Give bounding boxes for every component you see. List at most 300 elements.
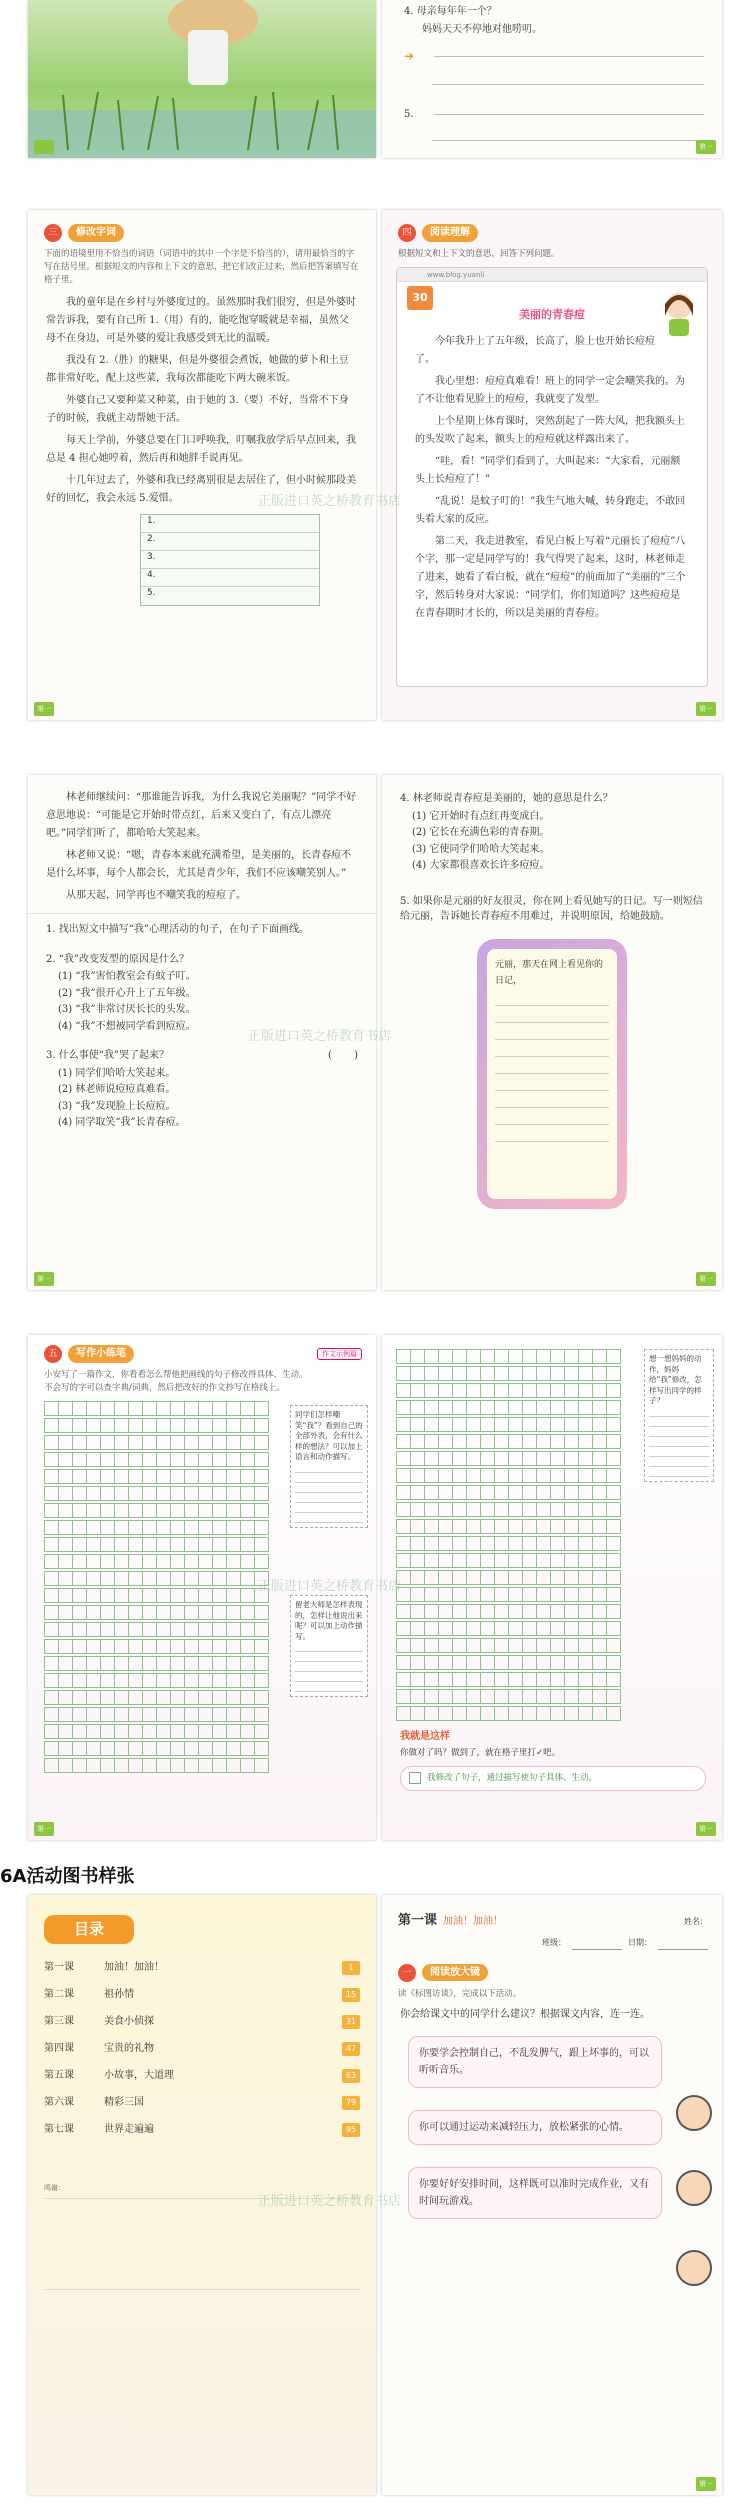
grid-cell[interactable]: [58, 1503, 73, 1518]
grid-cell[interactable]: [438, 1570, 453, 1585]
grid-cell[interactable]: [466, 1570, 481, 1585]
grid-cell[interactable]: [410, 1349, 425, 1364]
grid-cell[interactable]: [114, 1486, 129, 1501]
grid-cell[interactable]: [212, 1724, 227, 1739]
grid-cell[interactable]: [86, 1690, 101, 1705]
option[interactable]: (4) 同学取笑“我”长青春痘。: [58, 1117, 186, 1128]
grid-cell[interactable]: [480, 1468, 495, 1483]
grid-cell[interactable]: [226, 1758, 241, 1773]
grid-cell[interactable]: [184, 1588, 199, 1603]
grid-cell[interactable]: [198, 1707, 213, 1722]
grid-cell[interactable]: [410, 1570, 425, 1585]
grid-cell[interactable]: [170, 1571, 185, 1586]
grid-cell[interactable]: [438, 1638, 453, 1653]
grid-cell[interactable]: [424, 1604, 439, 1619]
grid-cell[interactable]: [550, 1383, 565, 1398]
grid-cell[interactable]: [240, 1486, 255, 1501]
grid-cell[interactable]: [452, 1570, 467, 1585]
grid-cell[interactable]: [72, 1707, 87, 1722]
grid-cell[interactable]: [212, 1707, 227, 1722]
grid-cell[interactable]: [578, 1672, 593, 1687]
grid-cell[interactable]: [550, 1519, 565, 1534]
grid-cell[interactable]: [184, 1520, 199, 1535]
grid-cell[interactable]: [156, 1758, 171, 1773]
grid-cell[interactable]: [606, 1434, 621, 1449]
grid-cell[interactable]: [494, 1400, 509, 1415]
grid-cell[interactable]: [592, 1417, 607, 1432]
grid-cell[interactable]: [128, 1469, 143, 1484]
grid-cell[interactable]: [254, 1537, 269, 1552]
grid-cell[interactable]: [198, 1673, 213, 1688]
grid-cell[interactable]: [592, 1587, 607, 1602]
grid-cell[interactable]: [114, 1724, 129, 1739]
grid-cell[interactable]: [494, 1434, 509, 1449]
grid-cell[interactable]: [480, 1672, 495, 1687]
grid-cell[interactable]: [156, 1554, 171, 1569]
grid-cell[interactable]: [424, 1689, 439, 1704]
grid-cell[interactable]: [100, 1418, 115, 1433]
option[interactable]: (1) “我”害怕教室会有蚊子叮。: [58, 971, 196, 982]
grid-cell[interactable]: [226, 1690, 241, 1705]
grid-cell[interactable]: [606, 1689, 621, 1704]
grid-cell[interactable]: [142, 1537, 157, 1552]
grid-cell[interactable]: [410, 1706, 425, 1721]
grid-cell[interactable]: [396, 1468, 411, 1483]
grid-cell[interactable]: [396, 1672, 411, 1687]
grid-cell[interactable]: [198, 1605, 213, 1620]
grid-cell[interactable]: [564, 1349, 579, 1364]
grid-cell[interactable]: [508, 1349, 523, 1364]
grid-cell[interactable]: [578, 1451, 593, 1466]
grid-cell[interactable]: [578, 1553, 593, 1568]
grid-cell[interactable]: [44, 1418, 59, 1433]
grid-cell[interactable]: [480, 1417, 495, 1432]
grid-cell[interactable]: [184, 1401, 199, 1416]
grid-cell[interactable]: [452, 1468, 467, 1483]
grid-cell[interactable]: [396, 1638, 411, 1653]
grid-cell[interactable]: [184, 1690, 199, 1705]
grid-cell[interactable]: [142, 1554, 157, 1569]
grid-cell[interactable]: [114, 1469, 129, 1484]
grid-cell[interactable]: [100, 1690, 115, 1705]
grid-cell[interactable]: [550, 1434, 565, 1449]
grid-cell[interactable]: [198, 1418, 213, 1433]
grid-cell[interactable]: [226, 1656, 241, 1671]
grid-cell[interactable]: [452, 1434, 467, 1449]
grid-cell[interactable]: [606, 1587, 621, 1602]
grid-cell[interactable]: [466, 1451, 481, 1466]
grid-cell[interactable]: [606, 1570, 621, 1585]
option[interactable]: (1) 同学们哈哈大笑起来。: [58, 1067, 176, 1079]
grid-cell[interactable]: [606, 1706, 621, 1721]
grid-cell[interactable]: [592, 1451, 607, 1466]
grid-cell[interactable]: [536, 1570, 551, 1585]
grid-cell[interactable]: [240, 1741, 255, 1756]
grid-cell[interactable]: [86, 1724, 101, 1739]
grid-cell[interactable]: [198, 1435, 213, 1450]
grid-cell[interactable]: [86, 1656, 101, 1671]
grid-cell[interactable]: [58, 1418, 73, 1433]
grid-cell[interactable]: [424, 1451, 439, 1466]
grid-cell[interactable]: [438, 1434, 453, 1449]
grid-cell[interactable]: [142, 1503, 157, 1518]
grid-cell[interactable]: [438, 1417, 453, 1432]
grid-cell[interactable]: [438, 1536, 453, 1551]
grid-cell[interactable]: [198, 1639, 213, 1654]
grid-cell[interactable]: [212, 1503, 227, 1518]
grid-cell[interactable]: [536, 1672, 551, 1687]
grid-cell[interactable]: [254, 1554, 269, 1569]
grid-cell[interactable]: [86, 1469, 101, 1484]
grid-cell[interactable]: [100, 1537, 115, 1552]
grid-cell[interactable]: [564, 1485, 579, 1500]
grid-cell[interactable]: [184, 1639, 199, 1654]
grid-cell[interactable]: [170, 1401, 185, 1416]
grid-cell[interactable]: [480, 1349, 495, 1364]
grid-cell[interactable]: [72, 1758, 87, 1773]
grid-cell[interactable]: [564, 1587, 579, 1602]
grid-cell[interactable]: [72, 1724, 87, 1739]
grid-cell[interactable]: [114, 1452, 129, 1467]
grid-cell[interactable]: [184, 1486, 199, 1501]
grid-cell[interactable]: [212, 1758, 227, 1773]
grid-cell[interactable]: [550, 1672, 565, 1687]
grid-cell[interactable]: [466, 1417, 481, 1432]
grid-cell[interactable]: [100, 1707, 115, 1722]
grid-cell[interactable]: [44, 1452, 59, 1467]
grid-cell[interactable]: [86, 1401, 101, 1416]
grid-cell[interactable]: [508, 1604, 523, 1619]
grid-cell[interactable]: [184, 1656, 199, 1671]
grid-cell[interactable]: [58, 1639, 73, 1654]
grid-cell[interactable]: [184, 1758, 199, 1773]
grid-cell[interactable]: [226, 1707, 241, 1722]
grid-cell[interactable]: [480, 1519, 495, 1534]
grid-cell[interactable]: [592, 1502, 607, 1517]
grid-cell[interactable]: [410, 1655, 425, 1670]
grid-cell[interactable]: [184, 1707, 199, 1722]
grid-cell[interactable]: [170, 1418, 185, 1433]
grid-cell[interactable]: [100, 1503, 115, 1518]
grid-cell[interactable]: [254, 1656, 269, 1671]
grid-cell[interactable]: [508, 1706, 523, 1721]
grid-cell[interactable]: [522, 1672, 537, 1687]
grid-cell[interactable]: [212, 1486, 227, 1501]
grid-cell[interactable]: [44, 1469, 59, 1484]
grid-cell[interactable]: [58, 1469, 73, 1484]
grid-cell[interactable]: [480, 1621, 495, 1636]
grid-cell[interactable]: [142, 1707, 157, 1722]
grid-cell[interactable]: [522, 1553, 537, 1568]
grid-cell[interactable]: [424, 1383, 439, 1398]
grid-cell[interactable]: [508, 1468, 523, 1483]
grid-cell[interactable]: [550, 1502, 565, 1517]
grid-cell[interactable]: [142, 1418, 157, 1433]
grid-cell[interactable]: [100, 1401, 115, 1416]
grid-cell[interactable]: [170, 1503, 185, 1518]
grid-cell[interactable]: [240, 1537, 255, 1552]
grid-cell[interactable]: [114, 1554, 129, 1569]
grid-cell[interactable]: [198, 1724, 213, 1739]
grid-cell[interactable]: [142, 1724, 157, 1739]
grid-cell[interactable]: [424, 1349, 439, 1364]
grid-cell[interactable]: [114, 1537, 129, 1552]
grid-cell[interactable]: [592, 1366, 607, 1381]
grid-cell[interactable]: [452, 1672, 467, 1687]
grid-cell[interactable]: [438, 1706, 453, 1721]
grid-cell[interactable]: [494, 1349, 509, 1364]
grid-cell[interactable]: [410, 1451, 425, 1466]
grid-cell[interactable]: [254, 1435, 269, 1450]
grid-cell[interactable]: [212, 1605, 227, 1620]
grid-cell[interactable]: [564, 1553, 579, 1568]
grid-cell[interactable]: [240, 1656, 255, 1671]
grid-cell[interactable]: [142, 1435, 157, 1450]
grid-cell[interactable]: [396, 1349, 411, 1364]
grid-cell[interactable]: [494, 1417, 509, 1432]
grid-cell[interactable]: [226, 1520, 241, 1535]
option[interactable]: (4) 大家都很喜欢长许多痘痘。: [412, 860, 550, 871]
grid-cell[interactable]: [396, 1655, 411, 1670]
grid-cell[interactable]: [592, 1706, 607, 1721]
grid-cell[interactable]: [606, 1672, 621, 1687]
grid-cell[interactable]: [508, 1689, 523, 1704]
grid-cell[interactable]: [198, 1588, 213, 1603]
grid-cell[interactable]: [592, 1434, 607, 1449]
grid-cell[interactable]: [536, 1434, 551, 1449]
grid-cell[interactable]: [58, 1656, 73, 1671]
grid-cell[interactable]: [494, 1689, 509, 1704]
option[interactable]: (2) 林老师说痘痘真难看。: [58, 1084, 176, 1095]
grid-cell[interactable]: [396, 1587, 411, 1602]
grid-cell[interactable]: [212, 1418, 227, 1433]
grid-cell[interactable]: [156, 1639, 171, 1654]
grid-cell[interactable]: [44, 1758, 59, 1773]
grid-cell[interactable]: [480, 1553, 495, 1568]
grid-cell[interactable]: [410, 1536, 425, 1551]
grid-cell[interactable]: [438, 1383, 453, 1398]
grid-cell[interactable]: [522, 1400, 537, 1415]
grid-cell[interactable]: [128, 1486, 143, 1501]
grid-cell[interactable]: [452, 1587, 467, 1602]
grid-cell[interactable]: [128, 1690, 143, 1705]
grid-cell[interactable]: [480, 1570, 495, 1585]
grid-cell[interactable]: [254, 1418, 269, 1433]
grid-cell[interactable]: [550, 1349, 565, 1364]
grid-cell[interactable]: [606, 1519, 621, 1534]
grid-cell[interactable]: [494, 1451, 509, 1466]
grid-cell[interactable]: [156, 1741, 171, 1756]
grid-cell[interactable]: [550, 1570, 565, 1585]
grid-cell[interactable]: [480, 1536, 495, 1551]
grid-cell[interactable]: [424, 1638, 439, 1653]
grid-cell[interactable]: [606, 1655, 621, 1670]
grid-cell[interactable]: [128, 1758, 143, 1773]
grid-cell[interactable]: [198, 1503, 213, 1518]
grid-cell[interactable]: [536, 1553, 551, 1568]
grid-cell[interactable]: [396, 1383, 411, 1398]
grid-cell[interactable]: [536, 1502, 551, 1517]
grid-cell[interactable]: [452, 1536, 467, 1551]
grid-cell[interactable]: [578, 1468, 593, 1483]
grid-cell[interactable]: [86, 1588, 101, 1603]
grid-cell[interactable]: [508, 1570, 523, 1585]
grid-cell[interactable]: [58, 1452, 73, 1467]
grid-cell[interactable]: [410, 1638, 425, 1653]
grid-cell[interactable]: [438, 1451, 453, 1466]
grid-cell[interactable]: [424, 1400, 439, 1415]
grid-cell[interactable]: [508, 1587, 523, 1602]
grid-cell[interactable]: [606, 1417, 621, 1432]
grid-cell[interactable]: [254, 1707, 269, 1722]
grid-cell[interactable]: [58, 1707, 73, 1722]
grid-cell[interactable]: [592, 1485, 607, 1500]
grid-cell[interactable]: [550, 1655, 565, 1670]
grid-cell[interactable]: [156, 1588, 171, 1603]
grid-cell[interactable]: [240, 1622, 255, 1637]
grid-cell[interactable]: [58, 1622, 73, 1637]
grid-cell[interactable]: [480, 1366, 495, 1381]
grid-cell[interactable]: [522, 1587, 537, 1602]
grid-cell[interactable]: [114, 1418, 129, 1433]
grid-cell[interactable]: [156, 1571, 171, 1586]
grid-cell[interactable]: [72, 1435, 87, 1450]
grid-cell[interactable]: [212, 1656, 227, 1671]
option[interactable]: (2) 它长在充满色彩的青春期。: [412, 827, 550, 838]
grid-cell[interactable]: [466, 1689, 481, 1704]
grid-cell[interactable]: [550, 1706, 565, 1721]
grid-cell[interactable]: [466, 1587, 481, 1602]
grid-cell[interactable]: [114, 1707, 129, 1722]
grid-cell[interactable]: [170, 1605, 185, 1620]
answer-slot[interactable]: 3.: [141, 551, 319, 569]
grid-cell[interactable]: [100, 1758, 115, 1773]
grid-cell[interactable]: [606, 1468, 621, 1483]
grid-cell[interactable]: [128, 1418, 143, 1433]
option[interactable]: (4) “我”不想被同学看到痘痘。: [58, 1020, 196, 1032]
grid-cell[interactable]: [578, 1689, 593, 1704]
grid-cell[interactable]: [184, 1452, 199, 1467]
grid-cell[interactable]: [212, 1673, 227, 1688]
grid-cell[interactable]: [100, 1435, 115, 1450]
grid-cell[interactable]: [156, 1690, 171, 1705]
grid-cell[interactable]: [466, 1349, 481, 1364]
grid-cell[interactable]: [212, 1452, 227, 1467]
grid-cell[interactable]: [480, 1434, 495, 1449]
grid-cell[interactable]: [536, 1417, 551, 1432]
grid-cell[interactable]: [508, 1519, 523, 1534]
grid-cell[interactable]: [396, 1706, 411, 1721]
grid-cell[interactable]: [410, 1366, 425, 1381]
grid-cell[interactable]: [240, 1690, 255, 1705]
grid-cell[interactable]: [424, 1502, 439, 1517]
grid-cell[interactable]: [508, 1485, 523, 1500]
grid-cell[interactable]: [564, 1502, 579, 1517]
grid-cell[interactable]: [522, 1570, 537, 1585]
grid-cell[interactable]: [452, 1604, 467, 1619]
grid-cell[interactable]: [606, 1604, 621, 1619]
grid-cell[interactable]: [424, 1621, 439, 1636]
grid-cell[interactable]: [564, 1400, 579, 1415]
grid-cell[interactable]: [142, 1588, 157, 1603]
grid-cell[interactable]: [254, 1571, 269, 1586]
option[interactable]: (3) “我”发现脸上长痘痘。: [58, 1100, 176, 1112]
advice-card[interactable]: 你要学会控制自己，不乱发脾气，跟上坏事的，可以听听音乐。: [408, 2036, 662, 2088]
grid-cell[interactable]: [550, 1468, 565, 1483]
grid-cell[interactable]: [522, 1434, 537, 1449]
grid-cell[interactable]: [494, 1706, 509, 1721]
grid-cell[interactable]: [128, 1673, 143, 1688]
grid-cell[interactable]: [100, 1673, 115, 1688]
grid-cell[interactable]: [424, 1485, 439, 1500]
grid-cell[interactable]: [170, 1537, 185, 1552]
grid-cell[interactable]: [606, 1502, 621, 1517]
grid-cell[interactable]: [198, 1690, 213, 1705]
grid-cell[interactable]: [72, 1401, 87, 1416]
grid-cell[interactable]: [424, 1417, 439, 1432]
grid-cell[interactable]: [480, 1485, 495, 1500]
grid-cell[interactable]: [58, 1571, 73, 1586]
grid-cell[interactable]: [494, 1604, 509, 1619]
grid-cell[interactable]: [564, 1689, 579, 1704]
grid-cell[interactable]: [142, 1690, 157, 1705]
grid-cell[interactable]: [254, 1452, 269, 1467]
grid-cell[interactable]: [452, 1485, 467, 1500]
grid-cell[interactable]: [198, 1537, 213, 1552]
grid-cell[interactable]: [536, 1366, 551, 1381]
grid-cell[interactable]: [44, 1656, 59, 1671]
grid-cell[interactable]: [438, 1672, 453, 1687]
grid-cell[interactable]: [536, 1536, 551, 1551]
grid-cell[interactable]: [100, 1520, 115, 1535]
grid-cell[interactable]: [606, 1451, 621, 1466]
grid-cell[interactable]: [396, 1502, 411, 1517]
answer-slot[interactable]: 4.: [141, 569, 319, 587]
grid-cell[interactable]: [72, 1520, 87, 1535]
grid-cell[interactable]: [508, 1621, 523, 1636]
grid-cell[interactable]: [86, 1707, 101, 1722]
grid-cell[interactable]: [240, 1469, 255, 1484]
grid-cell[interactable]: [494, 1366, 509, 1381]
student-face-illustration[interactable]: [676, 2170, 712, 2206]
grid-cell[interactable]: [86, 1486, 101, 1501]
grid-cell[interactable]: [550, 1485, 565, 1500]
grid-cell[interactable]: [550, 1451, 565, 1466]
grid-cell[interactable]: [254, 1503, 269, 1518]
grid-cell[interactable]: [58, 1486, 73, 1501]
grid-cell[interactable]: [44, 1707, 59, 1722]
grid-cell[interactable]: [410, 1383, 425, 1398]
grid-cell[interactable]: [606, 1536, 621, 1551]
grid-cell[interactable]: [170, 1639, 185, 1654]
grid-cell[interactable]: [100, 1741, 115, 1756]
grid-cell[interactable]: [170, 1758, 185, 1773]
grid-cell[interactable]: [72, 1452, 87, 1467]
grid-cell[interactable]: [522, 1519, 537, 1534]
grid-cell[interactable]: [592, 1638, 607, 1653]
grid-cell[interactable]: [128, 1724, 143, 1739]
grid-cell[interactable]: [550, 1689, 565, 1704]
grid-cell[interactable]: [156, 1435, 171, 1450]
grid-cell[interactable]: [212, 1537, 227, 1552]
grid-cell[interactable]: [438, 1689, 453, 1704]
grid-cell[interactable]: [438, 1519, 453, 1534]
grid-cell[interactable]: [578, 1604, 593, 1619]
grid-cell[interactable]: [86, 1435, 101, 1450]
grid-cell[interactable]: [240, 1639, 255, 1654]
grid-cell[interactable]: [226, 1741, 241, 1756]
grid-cell[interactable]: [142, 1639, 157, 1654]
